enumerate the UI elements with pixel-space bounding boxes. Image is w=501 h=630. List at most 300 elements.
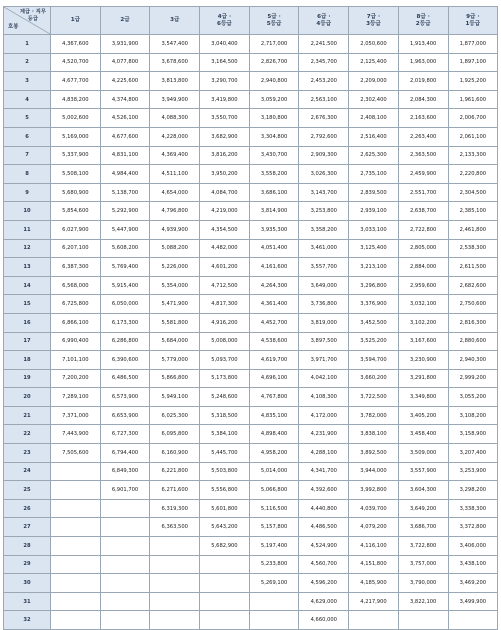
salary-cell: 6,173,300 bbox=[100, 313, 150, 332]
salary-cell: 4,601,200 bbox=[200, 258, 250, 277]
salary-cell: 4,560,700 bbox=[299, 555, 349, 574]
salary-cell bbox=[200, 574, 250, 593]
salary-cell: 3,290,700 bbox=[200, 72, 250, 91]
salary-cell: 3,291,800 bbox=[398, 369, 448, 388]
table-row bbox=[4, 258, 498, 277]
salary-cell: 4,538,600 bbox=[249, 332, 299, 351]
salary-cell bbox=[51, 499, 101, 518]
table-row bbox=[4, 444, 498, 463]
step-number-cell: 11 bbox=[4, 220, 51, 239]
salary-cell: 3,897,500 bbox=[299, 332, 349, 351]
salary-cell: 3,722,500 bbox=[349, 388, 399, 407]
salary-cell: 3,813,800 bbox=[150, 72, 200, 91]
salary-cell: 3,405,200 bbox=[398, 406, 448, 425]
salary-cell: 4,374,800 bbox=[100, 90, 150, 109]
salary-cell: 3,935,300 bbox=[249, 220, 299, 239]
salary-cell: 3,682,900 bbox=[200, 127, 250, 146]
salary-cell: 3,376,900 bbox=[349, 295, 399, 314]
salary-cell: 4,088,300 bbox=[150, 109, 200, 128]
salary-cell: 5,337,900 bbox=[51, 146, 101, 165]
salary-cell: 5,197,400 bbox=[249, 537, 299, 556]
salary-cell: 5,292,900 bbox=[100, 202, 150, 221]
salary-cell: 6,050,000 bbox=[100, 295, 150, 314]
salary-cell: 6,568,000 bbox=[51, 276, 101, 295]
salary-cell: 6,095,800 bbox=[150, 425, 200, 444]
salary-cell: 2,019,800 bbox=[398, 72, 448, 91]
salary-cell: 3,108,200 bbox=[448, 406, 498, 425]
salary-cell: 7,101,100 bbox=[51, 351, 101, 370]
grade-header: 6급 · 4등급 bbox=[299, 7, 349, 35]
salary-cell: 3,722,800 bbox=[398, 537, 448, 556]
table-row bbox=[4, 369, 498, 388]
salary-cell: 3,649,200 bbox=[398, 499, 448, 518]
salary-cell: 4,039,700 bbox=[349, 499, 399, 518]
salary-cell: 2,611,500 bbox=[448, 258, 498, 277]
salary-cell: 6,319,300 bbox=[150, 499, 200, 518]
salary-cell: 3,296,800 bbox=[349, 276, 399, 295]
salary-cell: 4,264,300 bbox=[249, 276, 299, 295]
salary-cell bbox=[51, 555, 101, 574]
salary-cell: 3,950,200 bbox=[200, 165, 250, 184]
table-row bbox=[4, 351, 498, 370]
grade-header: 4급 · 6등급 bbox=[200, 7, 250, 35]
step-number-cell: 25 bbox=[4, 481, 51, 500]
salary-cell: 4,939,900 bbox=[150, 220, 200, 239]
step-number-cell: 29 bbox=[4, 555, 51, 574]
step-number-cell: 32 bbox=[4, 611, 51, 630]
salary-cell: 4,354,500 bbox=[200, 220, 250, 239]
salary-cell: 4,217,900 bbox=[349, 592, 399, 611]
salary-cell: 4,712,500 bbox=[200, 276, 250, 295]
salary-cell: 3,180,800 bbox=[249, 109, 299, 128]
salary-cell: 4,619,700 bbox=[249, 351, 299, 370]
salary-cell: 3,557,700 bbox=[299, 258, 349, 277]
step-number-cell: 15 bbox=[4, 295, 51, 314]
salary-cell: 3,040,400 bbox=[200, 35, 250, 54]
table-row bbox=[4, 462, 498, 481]
salary-cell: 6,387,300 bbox=[51, 258, 101, 277]
step-number-cell: 16 bbox=[4, 313, 51, 332]
table-row bbox=[4, 313, 498, 332]
salary-cell: 3,649,000 bbox=[299, 276, 349, 295]
salary-cell: 5,680,900 bbox=[51, 183, 101, 202]
table-row bbox=[4, 183, 498, 202]
salary-cell: 2,638,700 bbox=[398, 202, 448, 221]
salary-cell: 2,676,300 bbox=[299, 109, 349, 128]
salary-cell: 4,520,700 bbox=[51, 53, 101, 72]
salary-cell: 7,443,900 bbox=[51, 425, 101, 444]
salary-cell bbox=[398, 611, 448, 630]
salary-cell: 5,384,100 bbox=[200, 425, 250, 444]
salary-cell: 2,839,500 bbox=[349, 183, 399, 202]
salary-cell: 3,992,800 bbox=[349, 481, 399, 500]
step-number-cell: 3 bbox=[4, 72, 51, 91]
salary-cell: 3,971,700 bbox=[299, 351, 349, 370]
salary-cell: 2,061,100 bbox=[448, 127, 498, 146]
salary-cell: 4,511,100 bbox=[150, 165, 200, 184]
salary-cell: 5,066,800 bbox=[249, 481, 299, 500]
salary-cell: 4,898,400 bbox=[249, 425, 299, 444]
table-row bbox=[4, 90, 498, 109]
table-row bbox=[4, 499, 498, 518]
salary-cell: 2,722,800 bbox=[398, 220, 448, 239]
salary-cell: 3,461,000 bbox=[299, 239, 349, 258]
salary-cell: 4,526,100 bbox=[100, 109, 150, 128]
salary-cell: 2,453,200 bbox=[299, 72, 349, 91]
salary-cell: 2,816,300 bbox=[448, 313, 498, 332]
salary-cell: 4,596,200 bbox=[299, 574, 349, 593]
salary-cell: 3,143,700 bbox=[299, 183, 349, 202]
salary-cell: 3,822,100 bbox=[398, 592, 448, 611]
step-number-cell: 14 bbox=[4, 276, 51, 295]
salary-cell: 3,686,700 bbox=[398, 518, 448, 537]
salary-cell: 3,819,000 bbox=[299, 313, 349, 332]
salary-cell: 2,880,600 bbox=[448, 332, 498, 351]
salary-cell: 4,958,200 bbox=[249, 444, 299, 463]
salary-cell: 4,984,400 bbox=[100, 165, 150, 184]
salary-cell: 3,338,300 bbox=[448, 499, 498, 518]
salary-cell: 5,169,000 bbox=[51, 127, 101, 146]
salary-cell: 3,164,500 bbox=[200, 53, 250, 72]
step-number-cell: 19 bbox=[4, 369, 51, 388]
salary-cell: 1,913,400 bbox=[398, 35, 448, 54]
salary-cell bbox=[51, 462, 101, 481]
salary-cell: 3,167,600 bbox=[398, 332, 448, 351]
salary-cell bbox=[51, 592, 101, 611]
salary-cell: 3,550,700 bbox=[200, 109, 250, 128]
salary-cell: 4,369,400 bbox=[150, 146, 200, 165]
salary-cell: 6,794,400 bbox=[100, 444, 150, 463]
salary-cell: 3,298,200 bbox=[448, 481, 498, 500]
salary-cell: 2,959,600 bbox=[398, 276, 448, 295]
step-number-cell: 13 bbox=[4, 258, 51, 277]
salary-cell: 5,684,000 bbox=[150, 332, 200, 351]
salary-cell: 5,226,000 bbox=[150, 258, 200, 277]
grade-header: 1급 bbox=[51, 7, 101, 35]
salary-cell: 6,573,900 bbox=[100, 388, 150, 407]
salary-cell: 2,884,000 bbox=[398, 258, 448, 277]
salary-cell bbox=[51, 481, 101, 500]
step-number-cell: 22 bbox=[4, 425, 51, 444]
step-number-cell: 1 bbox=[4, 35, 51, 54]
table-row bbox=[4, 53, 498, 72]
salary-cell: 6,271,600 bbox=[150, 481, 200, 500]
salary-cell: 4,367,600 bbox=[51, 35, 101, 54]
salary-cell: 2,940,800 bbox=[249, 72, 299, 91]
table-body bbox=[4, 35, 498, 630]
salary-cell: 3,458,400 bbox=[398, 425, 448, 444]
salary-cell bbox=[150, 611, 200, 630]
salary-cell: 7,505,600 bbox=[51, 444, 101, 463]
step-number-cell: 27 bbox=[4, 518, 51, 537]
salary-cell: 6,725,800 bbox=[51, 295, 101, 314]
salary-cell: 5,008,000 bbox=[200, 332, 250, 351]
salary-cell: 5,471,900 bbox=[150, 295, 200, 314]
salary-cell: 3,253,900 bbox=[448, 462, 498, 481]
salary-cell: 5,157,800 bbox=[249, 518, 299, 537]
salary-cell: 2,050,600 bbox=[349, 35, 399, 54]
salary-cell: 3,253,800 bbox=[299, 202, 349, 221]
salary-cell: 2,717,000 bbox=[249, 35, 299, 54]
salary-cell: 1,925,200 bbox=[448, 72, 498, 91]
table-row bbox=[4, 406, 498, 425]
salary-cell: 3,686,100 bbox=[249, 183, 299, 202]
salary-cell: 4,654,000 bbox=[150, 183, 200, 202]
salary-cell: 5,138,700 bbox=[100, 183, 150, 202]
salary-cell: 2,563,100 bbox=[299, 90, 349, 109]
salary-cell: 6,866,100 bbox=[51, 313, 101, 332]
salary-cell: 5,093,700 bbox=[200, 351, 250, 370]
salary-cell bbox=[349, 611, 399, 630]
salary-cell bbox=[150, 574, 200, 593]
salary-cell: 3,814,900 bbox=[249, 202, 299, 221]
salary-cell: 2,461,800 bbox=[448, 220, 498, 239]
salary-cell: 2,625,300 bbox=[349, 146, 399, 165]
salary-cell: 6,727,300 bbox=[100, 425, 150, 444]
salary-cell: 2,385,100 bbox=[448, 202, 498, 221]
salary-cell: 3,499,900 bbox=[448, 592, 498, 611]
grade-header: 5급 · 5등급 bbox=[249, 7, 299, 35]
table-row bbox=[4, 574, 498, 593]
salary-cell bbox=[150, 537, 200, 556]
step-number-cell: 9 bbox=[4, 183, 51, 202]
salary-cell: 4,108,300 bbox=[299, 388, 349, 407]
salary-cell bbox=[51, 537, 101, 556]
salary-cell: 3,419,800 bbox=[200, 90, 250, 109]
salary-cell: 3,406,000 bbox=[448, 537, 498, 556]
table-row bbox=[4, 592, 498, 611]
table-row bbox=[4, 127, 498, 146]
salary-cell: 4,696,100 bbox=[249, 369, 299, 388]
salary-cell: 3,230,900 bbox=[398, 351, 448, 370]
salary-cell: 2,516,400 bbox=[349, 127, 399, 146]
table-row bbox=[4, 388, 498, 407]
salary-cell bbox=[100, 592, 150, 611]
corner-grade-label bbox=[20, 9, 46, 22]
step-number-cell: 6 bbox=[4, 127, 51, 146]
salary-cell: 3,438,100 bbox=[448, 555, 498, 574]
salary-cell: 3,558,200 bbox=[249, 165, 299, 184]
table-row bbox=[4, 276, 498, 295]
table-row bbox=[4, 611, 498, 630]
step-number-cell: 7 bbox=[4, 146, 51, 165]
salary-cell: 4,831,100 bbox=[100, 146, 150, 165]
step-number-cell: 21 bbox=[4, 406, 51, 425]
salary-cell: 3,125,400 bbox=[349, 239, 399, 258]
salary-cell: 6,027,900 bbox=[51, 220, 101, 239]
salary-cell: 2,263,400 bbox=[398, 127, 448, 146]
salary-cell: 5,643,200 bbox=[200, 518, 250, 537]
salary-cell: 3,816,200 bbox=[200, 146, 250, 165]
table-header bbox=[4, 7, 498, 35]
salary-cell: 4,916,200 bbox=[200, 313, 250, 332]
salary-cell: 4,767,800 bbox=[249, 388, 299, 407]
salary-cell: 6,160,900 bbox=[150, 444, 200, 463]
salary-cell: 3,525,200 bbox=[349, 332, 399, 351]
table-row bbox=[4, 109, 498, 128]
salary-cell: 3,026,300 bbox=[299, 165, 349, 184]
step-number-cell: 24 bbox=[4, 462, 51, 481]
salary-cell: 3,949,900 bbox=[150, 90, 200, 109]
salary-cell: 4,219,000 bbox=[200, 202, 250, 221]
salary-cell: 3,678,600 bbox=[150, 53, 200, 72]
corner-header-cell bbox=[4, 7, 51, 35]
salary-cell: 6,286,800 bbox=[100, 332, 150, 351]
salary-cell: 4,077,800 bbox=[100, 53, 150, 72]
salary-cell: 7,371,000 bbox=[51, 406, 101, 425]
salary-cell: 4,392,600 bbox=[299, 481, 349, 500]
salary-cell: 3,944,000 bbox=[349, 462, 399, 481]
salary-cell: 3,782,000 bbox=[349, 406, 399, 425]
step-number-cell: 20 bbox=[4, 388, 51, 407]
salary-cell: 5,318,500 bbox=[200, 406, 250, 425]
step-number-cell: 4 bbox=[4, 90, 51, 109]
table-row bbox=[4, 481, 498, 500]
salary-table bbox=[3, 6, 498, 630]
salary-cell: 3,213,100 bbox=[349, 258, 399, 277]
salary-cell: 2,163,600 bbox=[398, 109, 448, 128]
step-number-cell: 23 bbox=[4, 444, 51, 463]
salary-cell: 2,125,400 bbox=[349, 53, 399, 72]
step-number-cell: 18 bbox=[4, 351, 51, 370]
corner-grade-label-line2: 등급 bbox=[27, 15, 39, 22]
step-number-cell: 30 bbox=[4, 574, 51, 593]
salary-cell: 5,949,100 bbox=[150, 388, 200, 407]
salary-cell: 3,736,800 bbox=[299, 295, 349, 314]
table-row bbox=[4, 518, 498, 537]
salary-cell: 3,557,900 bbox=[398, 462, 448, 481]
salary-cell: 4,452,700 bbox=[249, 313, 299, 332]
step-number-cell: 12 bbox=[4, 239, 51, 258]
salary-cell: 2,133,300 bbox=[448, 146, 498, 165]
salary-cell: 1,961,600 bbox=[448, 90, 498, 109]
salary-cell bbox=[51, 518, 101, 537]
salary-cell: 3,059,200 bbox=[249, 90, 299, 109]
table-row bbox=[4, 425, 498, 444]
salary-cell: 2,909,300 bbox=[299, 146, 349, 165]
salary-cell bbox=[100, 518, 150, 537]
salary-cell bbox=[150, 592, 200, 611]
salary-cell: 3,358,200 bbox=[299, 220, 349, 239]
salary-cell: 5,915,400 bbox=[100, 276, 150, 295]
salary-cell: 6,390,600 bbox=[100, 351, 150, 370]
salary-cell: 3,452,500 bbox=[349, 313, 399, 332]
salary-cell: 3,033,100 bbox=[349, 220, 399, 239]
salary-cell: 3,372,800 bbox=[448, 518, 498, 537]
corner-step-label: 호봉 bbox=[8, 24, 19, 30]
salary-cell: 3,892,500 bbox=[349, 444, 399, 463]
step-number-cell: 2 bbox=[4, 53, 51, 72]
salary-cell: 5,769,400 bbox=[100, 258, 150, 277]
salary-cell: 2,792,600 bbox=[299, 127, 349, 146]
salary-cell: 5,503,800 bbox=[200, 462, 250, 481]
grade-header: 3급 bbox=[150, 7, 200, 35]
salary-cell: 3,430,700 bbox=[249, 146, 299, 165]
salary-table-container bbox=[3, 6, 498, 630]
salary-cell: 2,408,100 bbox=[349, 109, 399, 128]
salary-cell: 5,581,800 bbox=[150, 313, 200, 332]
salary-cell: 2,538,300 bbox=[448, 239, 498, 258]
salary-cell bbox=[100, 555, 150, 574]
salary-cell: 6,025,300 bbox=[150, 406, 200, 425]
salary-cell bbox=[200, 592, 250, 611]
salary-cell: 7,289,100 bbox=[51, 388, 101, 407]
salary-cell: 4,341,700 bbox=[299, 462, 349, 481]
salary-cell: 2,209,000 bbox=[349, 72, 399, 91]
salary-cell: 4,225,600 bbox=[100, 72, 150, 91]
salary-cell: 6,363,500 bbox=[150, 518, 200, 537]
salary-cell: 3,158,900 bbox=[448, 425, 498, 444]
salary-cell: 4,486,500 bbox=[299, 518, 349, 537]
salary-cell: 4,231,900 bbox=[299, 425, 349, 444]
salary-cell: 2,459,900 bbox=[398, 165, 448, 184]
salary-cell: 3,931,900 bbox=[100, 35, 150, 54]
salary-cell: 1,963,000 bbox=[398, 53, 448, 72]
salary-cell: 2,220,800 bbox=[448, 165, 498, 184]
salary-cell: 5,233,800 bbox=[249, 555, 299, 574]
salary-cell: 2,682,600 bbox=[448, 276, 498, 295]
salary-cell: 3,594,700 bbox=[349, 351, 399, 370]
table-row bbox=[4, 72, 498, 91]
corner-grade-label-line1: 계급 · 직무 bbox=[19, 9, 46, 15]
salary-cell: 3,349,800 bbox=[398, 388, 448, 407]
salary-cell: 2,940,300 bbox=[448, 351, 498, 370]
salary-cell: 4,042,100 bbox=[299, 369, 349, 388]
salary-cell: 4,440,800 bbox=[299, 499, 349, 518]
salary-cell: 4,482,000 bbox=[200, 239, 250, 258]
grade-header: 7급 · 3등급 bbox=[349, 7, 399, 35]
salary-cell: 2,999,200 bbox=[448, 369, 498, 388]
table-row bbox=[4, 165, 498, 184]
salary-cell: 2,363,500 bbox=[398, 146, 448, 165]
salary-cell: 1,877,000 bbox=[448, 35, 498, 54]
salary-cell: 4,796,800 bbox=[150, 202, 200, 221]
step-number-cell: 28 bbox=[4, 537, 51, 556]
salary-cell: 4,288,100 bbox=[299, 444, 349, 463]
salary-cell bbox=[51, 611, 101, 630]
step-number-cell: 5 bbox=[4, 109, 51, 128]
grade-header: 2급 bbox=[100, 7, 150, 35]
salary-cell: 3,660,200 bbox=[349, 369, 399, 388]
salary-cell: 4,361,400 bbox=[249, 295, 299, 314]
salary-cell bbox=[249, 611, 299, 630]
salary-cell: 6,486,500 bbox=[100, 369, 150, 388]
salary-cell: 2,302,400 bbox=[349, 90, 399, 109]
salary-cell: 6,653,900 bbox=[100, 406, 150, 425]
salary-cell: 4,660,000 bbox=[299, 611, 349, 630]
salary-cell: 4,524,900 bbox=[299, 537, 349, 556]
salary-cell: 2,304,500 bbox=[448, 183, 498, 202]
salary-cell: 5,866,800 bbox=[150, 369, 200, 388]
salary-cell: 5,173,800 bbox=[200, 369, 250, 388]
salary-cell: 3,469,200 bbox=[448, 574, 498, 593]
table-row bbox=[4, 295, 498, 314]
salary-cell bbox=[100, 611, 150, 630]
step-number-cell: 17 bbox=[4, 332, 51, 351]
table-row bbox=[4, 332, 498, 351]
salary-cell bbox=[200, 555, 250, 574]
table-row bbox=[4, 202, 498, 221]
salary-cell: 4,817,300 bbox=[200, 295, 250, 314]
salary-cell: 4,079,200 bbox=[349, 518, 399, 537]
salary-cell: 3,032,100 bbox=[398, 295, 448, 314]
salary-cell: 6,990,400 bbox=[51, 332, 101, 351]
salary-cell: 3,304,800 bbox=[249, 127, 299, 146]
salary-cell: 5,608,200 bbox=[100, 239, 150, 258]
salary-cell: 4,835,100 bbox=[249, 406, 299, 425]
salary-cell: 5,445,700 bbox=[200, 444, 250, 463]
step-number-cell: 10 bbox=[4, 202, 51, 221]
